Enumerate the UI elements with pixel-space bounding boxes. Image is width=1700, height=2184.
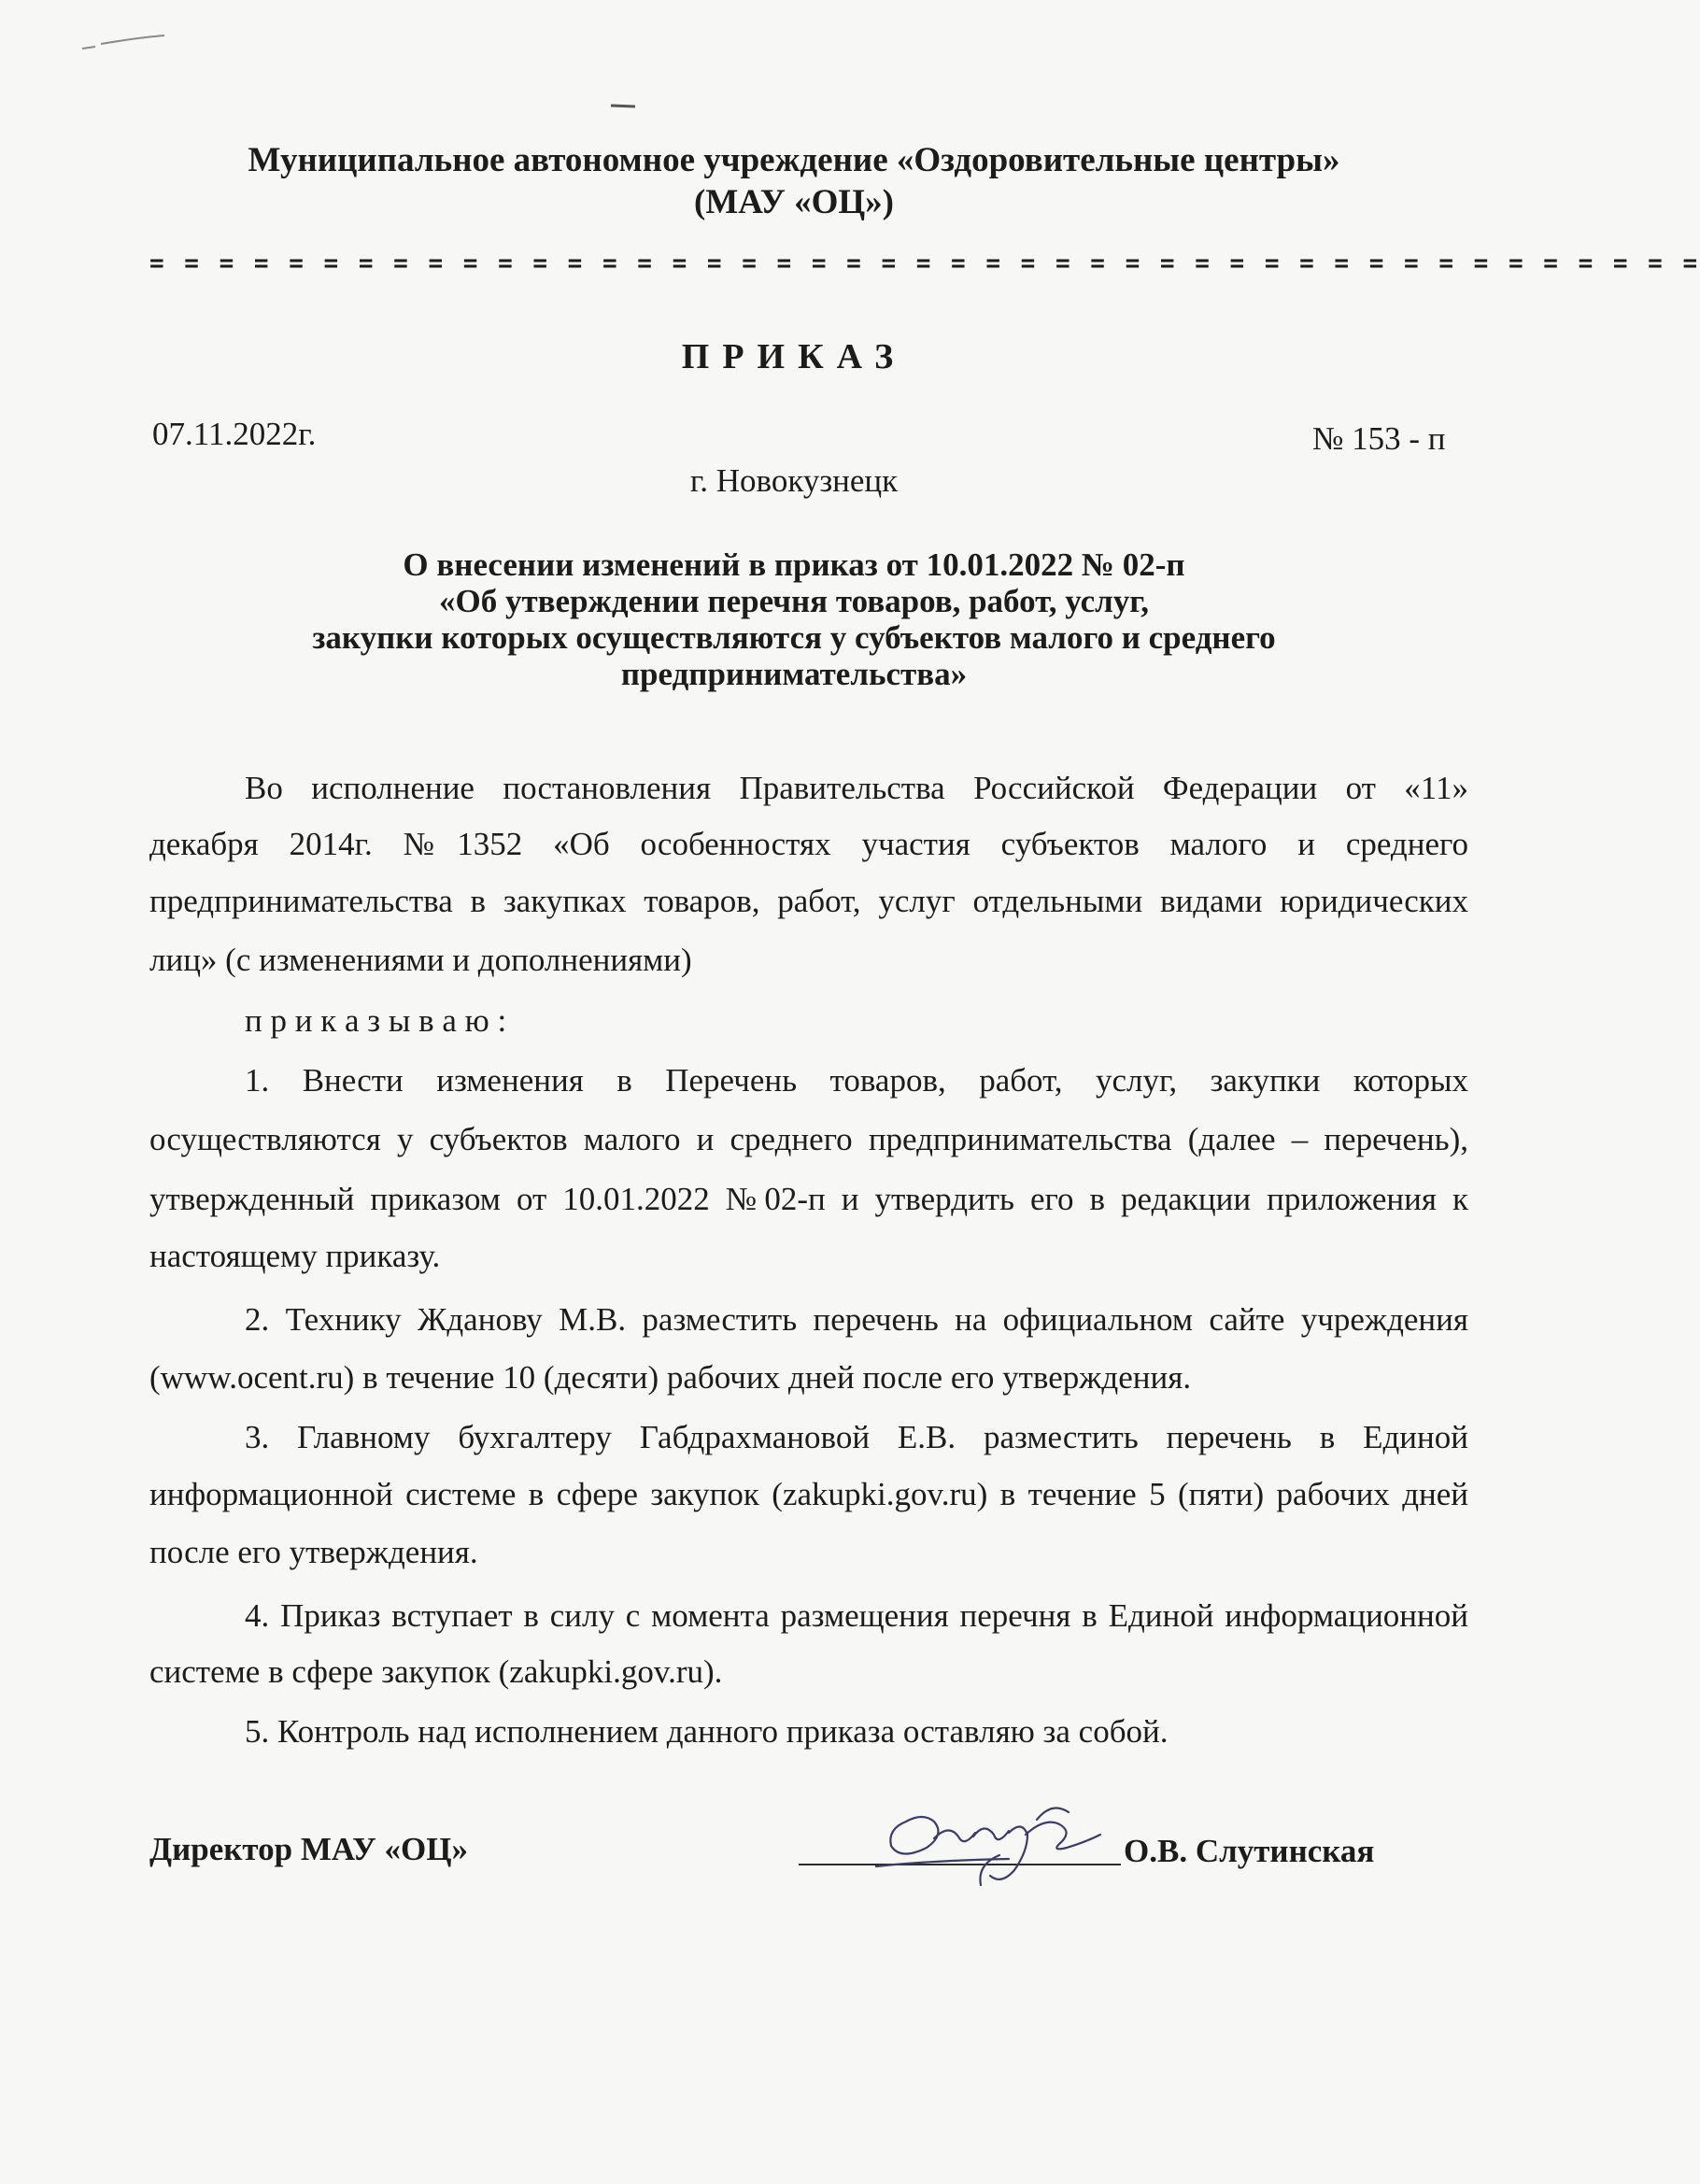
preamble-line2: декабря 2014г. №1352 «Об особенностях участия субъектов малого и среднего bbox=[149, 826, 1468, 862]
signatory-name: О.В. Слутинская bbox=[1124, 1833, 1375, 1869]
handwritten-signature bbox=[869, 1792, 1149, 1894]
subject-line4: предпринимательства» bbox=[620, 656, 968, 692]
item1-line3: утвержденный приказом от 10.01.2022 №02-п и утвердить его в редакции приложения к bbox=[149, 1181, 1468, 1217]
org-name-line2: (МАУ «ОЦ») bbox=[694, 183, 894, 221]
item1-line1: 1. Внести изменения в Перечень товаров, работ, услуг, закупки которых bbox=[245, 1062, 1468, 1099]
order-number: № 153 - п bbox=[1312, 420, 1446, 457]
item1-line2: осуществляются у субъектов малого и среднего предпринимательства (далее – перечень), bbox=[149, 1121, 1468, 1157]
decree-word: п р и к а з ы в а ю : bbox=[245, 1002, 507, 1039]
preamble-line1: Во исполнение постановления Правительства Российской Федерации от «11» bbox=[245, 770, 1468, 806]
subject-line2: «Об утверждении перечня товаров, работ, услуг, bbox=[438, 583, 1149, 619]
item4-line2: системе в сфере закупок (zakupki.gov.ru). bbox=[149, 1653, 723, 1690]
order-city: г. Новокузнецк bbox=[689, 462, 899, 499]
preamble-line3: предпринимательства в закупках товаров, работ, услуг отдельными видами юридических bbox=[149, 883, 1468, 919]
header-separator: = = = = = = = = = = = = = = = = = = = = = = = = = = = = = = = = = = = = = = = = = = = = = bbox=[149, 249, 1700, 277]
order-date: 07.11.2022г. bbox=[152, 416, 317, 452]
subject-line3: закупки которых осуществляются у субъектов малого и среднего bbox=[312, 619, 1276, 656]
scan-mark-top bbox=[607, 101, 645, 110]
preamble-line4: лиц» (с изменениями и дополнениями) bbox=[149, 942, 692, 978]
subject-line1: О внесении изменений в приказ от 10.01.2022 № 02-п bbox=[403, 546, 1185, 583]
document-title: ПРИКАЗ bbox=[681, 337, 907, 376]
item1-line4: настоящему приказу. bbox=[149, 1238, 441, 1274]
item3-line2: информационной системе в сфере закупок (zakupki.gov.ru) в течение 5 (пяти) рабочих дней bbox=[149, 1476, 1468, 1512]
item2-line1: 2. Технику Жданову М.В. разместить перечень на официальном сайте учреждения bbox=[245, 1301, 1468, 1338]
item4-line1: 4. Приказ вступает в силу с момента размещения перечня в Единой информационной bbox=[245, 1597, 1468, 1634]
item2-line2: (www.ocent.ru) в течение 10 (десяти) рабочих дней после его утверждения. bbox=[149, 1359, 1192, 1396]
item5-line1: 5. Контроль над исполнением данного приказа оставляю за собой. bbox=[245, 1713, 1169, 1750]
org-name-line1: Муниципальное автономное учреждение «Оздоровительные центры» bbox=[248, 141, 1340, 179]
item3-line3: после его утверждения. bbox=[149, 1534, 478, 1570]
signatory-position: Директор МАУ «ОЦ» bbox=[149, 1831, 468, 1867]
item3-line1: 3. Главному бухгалтеру Габдрахмановой Е.В. разместить перечень в Единой bbox=[245, 1419, 1468, 1455]
scan-mark-top-left bbox=[75, 28, 168, 56]
